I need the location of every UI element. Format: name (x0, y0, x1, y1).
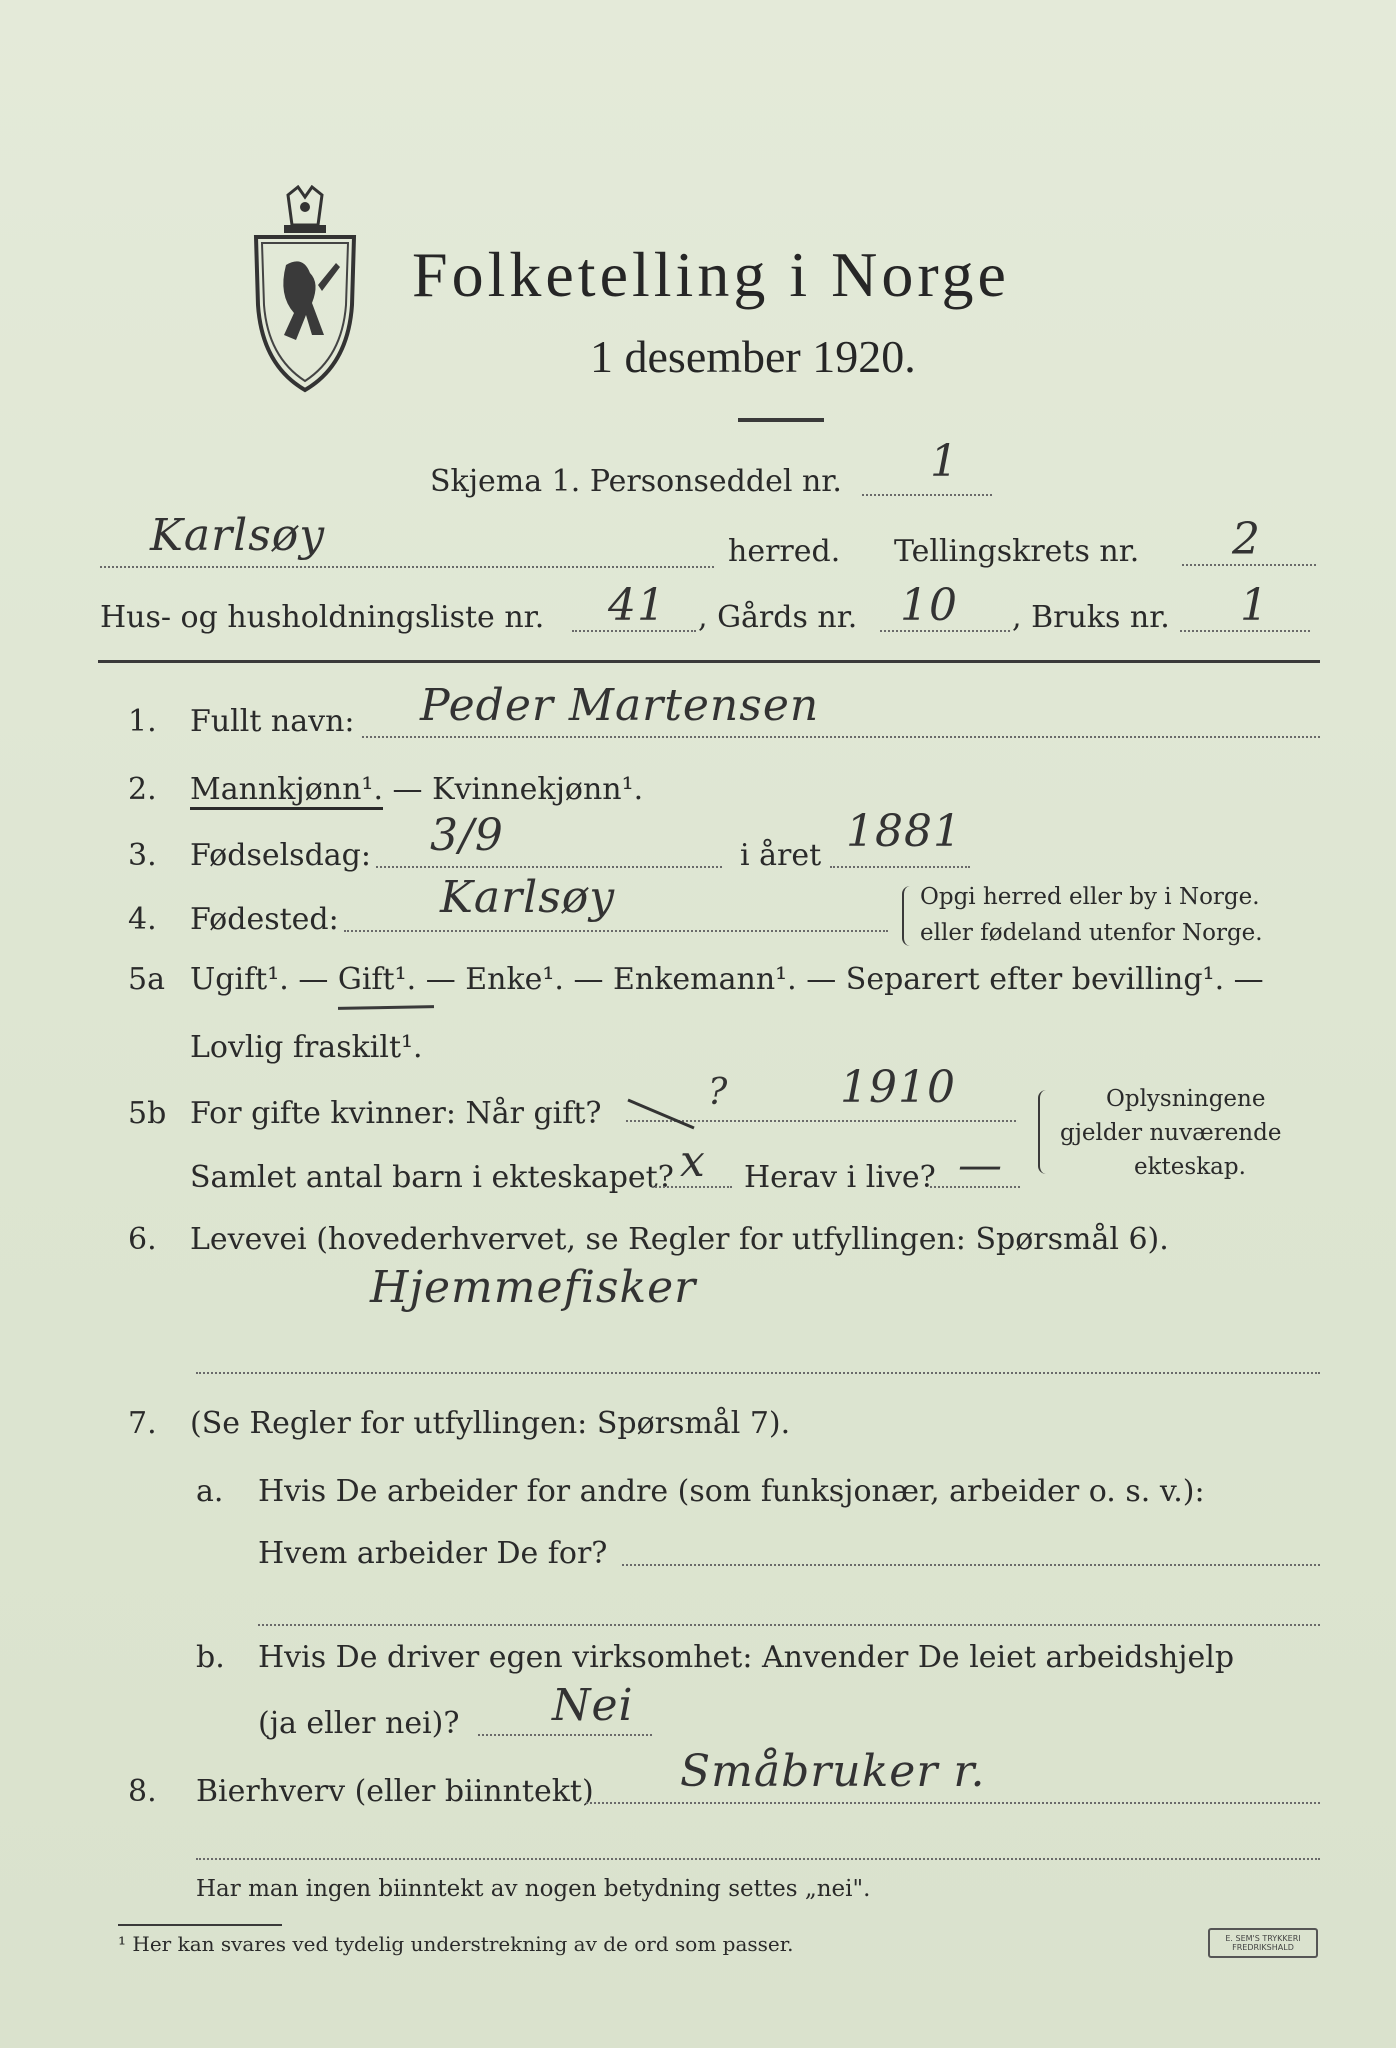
no-income-note: Har man ingen biinntekt av nogen betydning settes „nei". (196, 1876, 871, 1902)
q3-field (376, 866, 722, 868)
q5a-number: 5a (128, 962, 165, 997)
printer-stamp: E. SEM'S TRYKKERI FREDRIKSHALD (1208, 1928, 1318, 1958)
q7a-field-2 (258, 1624, 1320, 1626)
farm-label: , Gårds nr. (698, 600, 858, 635)
q2-options (190, 772, 643, 807)
q7-number: 7. (128, 1406, 157, 1441)
q4-note-line1: Opgi herred eller by i Norge. (920, 884, 1260, 910)
q2-separator: — (383, 772, 433, 807)
q7a-line2: Hvem arbeider De for? (258, 1536, 608, 1571)
q7b-letter: b. (196, 1640, 225, 1675)
q8-field-2 (196, 1858, 1320, 1860)
q8-value: Småbruker r. (680, 1746, 986, 1797)
q3-value: 3/9 (430, 810, 504, 861)
household-list-label: Hus- og husholdningsliste nr. (100, 600, 545, 635)
census-date: 1 desember 1920. (590, 331, 916, 382)
title-rule (738, 418, 824, 422)
holding-label: , Bruks nr. (1012, 600, 1170, 635)
footnote: ¹ Her kan svares ved tydelig understrekning av de ord som passer. (118, 1932, 794, 1956)
q1-field (362, 736, 1320, 738)
q6-field (196, 1372, 1320, 1374)
household-list-value: 41 (608, 580, 666, 631)
q6-value: Hjemmefisker (370, 1262, 697, 1313)
q4-field (344, 930, 888, 932)
q7-label: (Se Regler for utfyllingen: Spørsmål 7). (190, 1406, 791, 1441)
footnote-rule (118, 1924, 282, 1926)
q8-number: 8. (128, 1774, 157, 1809)
q4-number: 4. (128, 902, 157, 937)
q7b-value: Nei (552, 1680, 634, 1731)
q5b-number: 5b (128, 1096, 167, 1131)
q2-male: Mannkjønn¹. (190, 772, 383, 807)
q4-label: Fødested: (190, 902, 339, 937)
q7a-field (622, 1564, 1320, 1566)
municipality-label: herred. (728, 534, 841, 569)
q3-number: 3. (128, 838, 157, 873)
q6-label: Levevei (hovederhvervet, se Regler for utfyllingen: Spørsmål 6). (190, 1222, 1169, 1257)
q7a-letter: a. (196, 1474, 224, 1509)
q8-field (586, 1802, 1320, 1804)
q5b-married-label: For gifte kvinner: Når gift? (190, 1096, 602, 1131)
form-title: Folketelling i Norge (412, 239, 1010, 310)
q2-number: 2. (128, 772, 157, 807)
q1-value: Peder Martensen (420, 680, 820, 731)
q3-year-value: 1881 (846, 806, 962, 857)
q4-brace (902, 886, 914, 946)
q3-year-field (830, 866, 970, 868)
q7a-line1: Hvis De arbeider for andre (som funksjonær, arbeider o. s. v.): (258, 1474, 1205, 1509)
farm-value: 10 (900, 580, 958, 631)
schema-field (862, 494, 992, 496)
q5b-children-label: Samlet antal barn i ekteskapet? (190, 1160, 674, 1195)
schema-value: 1 (930, 436, 959, 487)
q2-female: Kvinnekjønn¹. (432, 772, 644, 807)
q5b-married-value-b: 1910 (840, 1062, 956, 1113)
district-label: Tellingskrets nr. (894, 534, 1140, 569)
q6-number: 6. (128, 1222, 157, 1257)
q5a-options: Ugift¹. — Gift¹. — Enke¹. — Enkemann¹. — Separert efter bevilling¹. — (190, 962, 1264, 997)
q1-label: Fullt navn: (190, 704, 355, 739)
municipality-value: Karlsøy (150, 510, 326, 561)
q8-label: Bierhverv (eller biinntekt) (196, 1774, 594, 1809)
q5a-line2: Lovlig fraskilt¹. (190, 1030, 423, 1065)
q7b-line1: Hvis De driver egen virksomhet: Anvender De leiet arbeidshjelp (258, 1640, 1235, 1675)
q5b-alive-value: — (958, 1140, 1003, 1191)
q5b-note-line3: ekteskap. (1134, 1154, 1246, 1180)
district-value: 2 (1232, 514, 1261, 565)
municipality-field (100, 566, 714, 568)
q3-label: Fødselsdag: (190, 838, 371, 873)
q7b-line2: (ja eller nei)? (258, 1706, 460, 1741)
schema-label: Skjema 1. Personseddel nr. (430, 464, 842, 499)
q5b-note-line1: Oplysningene (1106, 1086, 1266, 1112)
coat-of-arms-icon (248, 185, 363, 395)
header-divider (98, 660, 1320, 663)
q5b-children-value: x (680, 1136, 706, 1187)
holding-value: 1 (1240, 580, 1269, 631)
q4-note-line2: eller fødeland utenfor Norge. (920, 920, 1263, 946)
q5b-married-stroke (624, 1094, 704, 1134)
q5b-alive-label: Herav i live? (744, 1160, 936, 1195)
q5b-married-value-a: ? (708, 1072, 729, 1113)
q3-year-label: i året (740, 838, 822, 873)
q7b-field (478, 1734, 652, 1736)
q5b-note-line2: gjelder nuværende (1060, 1120, 1282, 1146)
q5a-gift-underline (338, 1005, 434, 1010)
q1-number: 1. (128, 704, 157, 739)
q5b-brace (1038, 1090, 1050, 1174)
q4-value: Karlsøy (440, 872, 616, 923)
